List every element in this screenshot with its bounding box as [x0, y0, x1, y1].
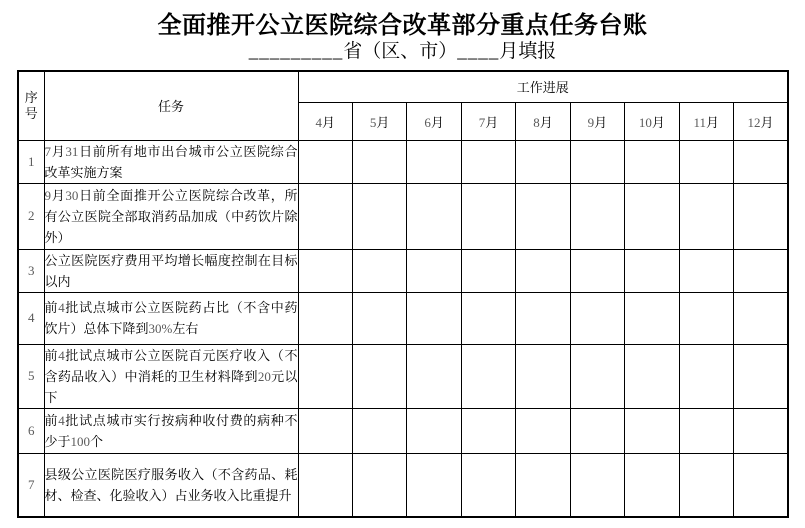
- progress-cell: [570, 249, 624, 292]
- progress-cell: [625, 344, 679, 408]
- progress-cell: [570, 292, 624, 344]
- task-row: [18, 292, 788, 344]
- progress-cell: [679, 344, 733, 408]
- progress-cell: [679, 292, 733, 344]
- row-number-cell: 3: [18, 249, 44, 292]
- progress-cell: [625, 292, 679, 344]
- progress-cell: [570, 453, 624, 517]
- progress-cell: [516, 183, 570, 249]
- progress-cell: [407, 140, 461, 183]
- progress-cell: [679, 408, 733, 453]
- progress-cell: [570, 408, 624, 453]
- progress-cell: [516, 292, 570, 344]
- progress-cell: [734, 453, 789, 517]
- progress-cell: [298, 408, 352, 453]
- progress-cell: [352, 183, 406, 249]
- progress-cell: [407, 292, 461, 344]
- progress-cell: [461, 140, 515, 183]
- progress-cell: [516, 249, 570, 292]
- progress-cell: [516, 140, 570, 183]
- progress-cell: [461, 344, 515, 408]
- progress-cell: [461, 183, 515, 249]
- progress-cell: [461, 249, 515, 292]
- progress-cell: [352, 292, 406, 344]
- task-cell: 前4批试点城市公立医院药占比（不含中药饮片）总体下降到30%左右: [44, 292, 298, 344]
- task-row: [18, 344, 788, 408]
- task-row: [18, 249, 788, 292]
- progress-cell: [407, 183, 461, 249]
- progress-cell: [298, 453, 352, 517]
- progress-cell: [734, 183, 789, 249]
- header-work-progress: 工作进展: [298, 71, 788, 102]
- progress-cell: [407, 453, 461, 517]
- progress-cell: [734, 292, 789, 344]
- progress-cell: [352, 344, 406, 408]
- header-month: 12月: [734, 102, 789, 140]
- progress-cell: [570, 344, 624, 408]
- progress-cell: [679, 183, 733, 249]
- row-number-cell: 7: [18, 453, 44, 517]
- document-subtitle: [0, 41, 805, 63]
- progress-cell: [407, 344, 461, 408]
- row-number-cell: 6: [18, 408, 44, 453]
- header-task: 任务: [44, 71, 298, 140]
- progress-cell: [679, 249, 733, 292]
- progress-cell: [734, 408, 789, 453]
- document-title: 全面推开公立医院综合改革部分重点任务台账: [157, 13, 648, 39]
- task-row: [18, 453, 788, 517]
- progress-cell: [734, 344, 789, 408]
- progress-cell: [625, 408, 679, 453]
- task-cell: 公立医院医疗费用平均增长幅度控制在目标以内: [44, 249, 298, 292]
- header-month: 6月: [407, 102, 461, 140]
- province-label: 省（区、市）: [343, 41, 458, 62]
- progress-cell: [461, 408, 515, 453]
- header-month: 11月: [679, 102, 733, 140]
- task-row: [18, 183, 788, 249]
- progress-cell: [461, 453, 515, 517]
- progress-cell: [625, 140, 679, 183]
- progress-cell: [570, 183, 624, 249]
- task-cell: 前4批试点城市公立医院百元医疗收入（不含药品收入）中消耗的卫生材料降到20元以下: [44, 344, 298, 408]
- task-cell: 9月30日前全面推开公立医院综合改革，所有公立医院全部取消药品加成（中药饮片除外）: [44, 183, 298, 249]
- header-month: 5月: [352, 102, 406, 140]
- province-blank-line: _________: [248, 41, 344, 62]
- row-number-cell: 5: [18, 344, 44, 408]
- progress-cell: [352, 140, 406, 183]
- header-month: 10月: [625, 102, 679, 140]
- task-row: [18, 408, 788, 453]
- progress-cell: [298, 140, 352, 183]
- progress-cell: [298, 292, 352, 344]
- row-number-cell: 1: [18, 140, 44, 183]
- progress-cell: [570, 140, 624, 183]
- row-number-cell: 2: [18, 183, 44, 249]
- progress-cell: [298, 249, 352, 292]
- progress-cell: [679, 140, 733, 183]
- progress-cell: [516, 453, 570, 517]
- header-month: 7月: [461, 102, 515, 140]
- progress-cell: [352, 408, 406, 453]
- progress-cell: [734, 249, 789, 292]
- progress-cell: [407, 249, 461, 292]
- progress-cell: [625, 453, 679, 517]
- progress-cell: [352, 453, 406, 517]
- month-report-label: 月填报: [499, 41, 557, 62]
- task-cell: 7月31日前所有地市出台城市公立医院综合改革实施方案: [44, 140, 298, 183]
- month-blank-line: ____: [457, 41, 500, 62]
- progress-cell: [734, 140, 789, 183]
- task-cell: 县级公立医院医疗服务收入（不含药品、耗材、检查、化验收入）占业务收入比重提升: [44, 453, 298, 517]
- header-month: 9月: [570, 102, 624, 140]
- progress-cell: [407, 408, 461, 453]
- task-cell: 前4批试点城市实行按病种收付费的病种不少于100个: [44, 408, 298, 453]
- progress-cell: [461, 292, 515, 344]
- progress-cell: [516, 408, 570, 453]
- progress-cell: [352, 249, 406, 292]
- task-row: [18, 140, 788, 183]
- header-month: 4月: [298, 102, 352, 140]
- task-ledger-table: [17, 70, 789, 518]
- progress-cell: [625, 249, 679, 292]
- progress-cell: [516, 344, 570, 408]
- header-serial-number: 序号: [18, 71, 44, 140]
- progress-cell: [679, 453, 733, 517]
- header-month: 8月: [516, 102, 570, 140]
- progress-cell: [298, 344, 352, 408]
- progress-cell: [298, 183, 352, 249]
- row-number-cell: 4: [18, 292, 44, 344]
- progress-cell: [625, 183, 679, 249]
